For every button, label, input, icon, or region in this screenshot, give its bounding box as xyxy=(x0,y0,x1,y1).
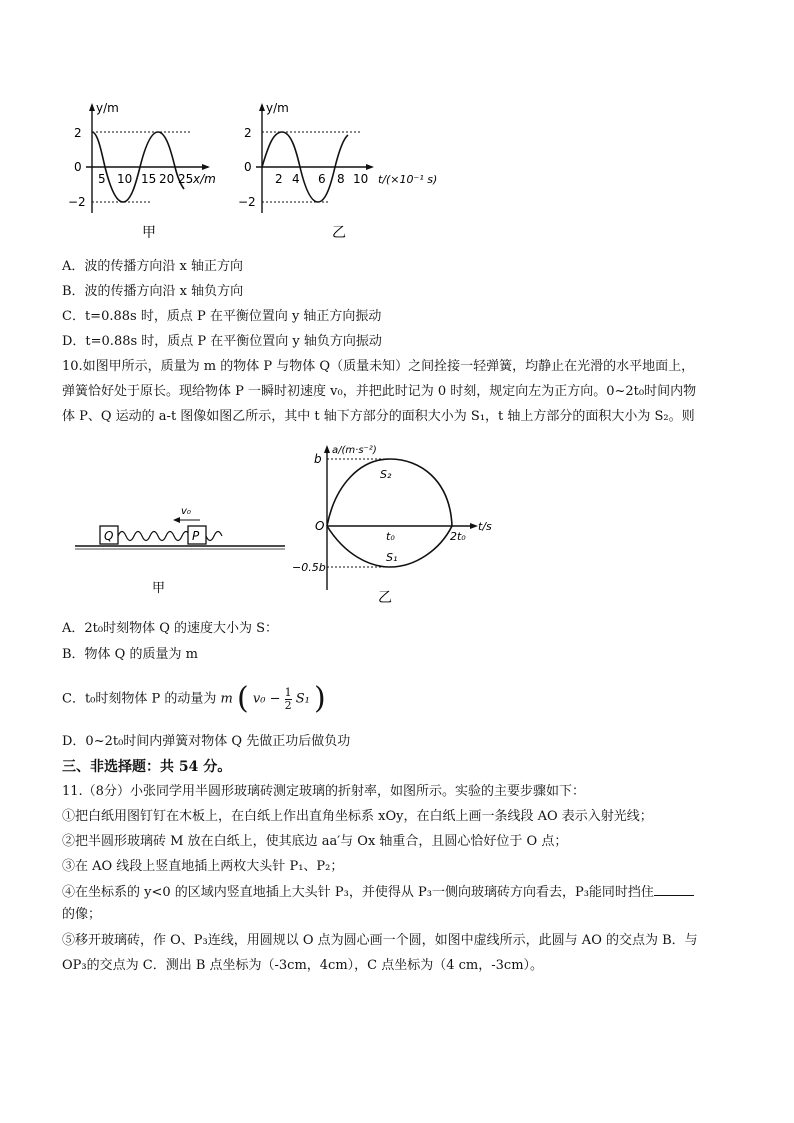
wave-figures xyxy=(60,95,460,245)
q9-option-a: A．波的传播方向沿 x 轴正方向 xyxy=(62,259,243,274)
x-tick: 5 xyxy=(98,172,106,186)
wave-graph-jia xyxy=(68,101,216,241)
y-tick: −2 xyxy=(68,195,86,209)
fraction-numerator: 1 xyxy=(284,685,292,699)
q9-option-b: B．波的传播方向沿 x 轴负方向 xyxy=(62,284,244,299)
figure-caption: 乙 xyxy=(378,590,392,606)
answer-blank[interactable] xyxy=(654,883,694,896)
q11-line-1: 11.（8分）小张同学用半圆形玻璃砖测定玻璃的折射率，如图所示。实验的主要步骤如下： xyxy=(62,784,585,799)
x-tick: 10 xyxy=(117,172,133,186)
x-tick: 25 xyxy=(178,172,194,186)
q10-option-b: B．物体 Q 的质量为 m xyxy=(62,647,198,662)
q9-option-c: C．t=0.88s 时，质点 P 在平衡位置向 y 轴正方向振动 xyxy=(62,309,382,324)
option-c-v0: v₀ − xyxy=(252,691,281,707)
neg-b-label: −0.5b xyxy=(292,561,326,574)
t-label: t/s xyxy=(478,520,492,533)
t-tick: 6 xyxy=(318,172,326,186)
q10-option-d: D．0~2t₀时间内弹簧对物体 Q 先做正功后做负功 xyxy=(62,734,351,749)
origin-label: O xyxy=(315,519,325,533)
q11-step-3: ③在 AO 线段上竖直地插上两枚大头针 P₁、P₂； xyxy=(62,859,344,874)
option-c-s1: S₁ xyxy=(295,691,310,707)
x-axis-arrow xyxy=(202,164,210,170)
q10-stem-line-3: 体 P、Q 运动的 a-t 图像如图乙所示，其中 t 轴下方部分的面积大小为 S₁，t 轴上方部分的面积大小为 S₂。则 xyxy=(62,409,695,424)
q10-stem-line-2: 弹簧恰好处于原长。现给物体 P 一瞬时初速度 v₀，并把此时记为 0 时刻，规定向左为正方向。0~2t₀时间内物 xyxy=(62,384,697,399)
velocity-label: v₀ xyxy=(181,506,191,517)
t-tick: 8 xyxy=(337,172,345,186)
q11-step-5: ⑤移开玻璃砖，作 O、P₃连线，用圆规以 O 点为圆心画一个圆，如图中虚线所示，此圆与 AO 的交点为 B．与 xyxy=(62,933,698,948)
right-paren: ) xyxy=(314,681,326,716)
b-label: b xyxy=(314,452,322,466)
left-paren: ( xyxy=(237,681,249,716)
block-p-label: P xyxy=(192,529,200,543)
area-s2-label: S₂ xyxy=(380,468,392,481)
block-q-label: Q xyxy=(104,529,114,543)
2t0-label: 2t₀ xyxy=(450,530,466,543)
t-label: t/(×10⁻¹ s) xyxy=(378,173,438,186)
q11-step-4-cont: 的像； xyxy=(62,907,102,922)
section-heading: 三、非选择题：共 54 分。 xyxy=(62,759,232,775)
x-tick: 15 xyxy=(141,172,157,186)
q11-step-1: ①把白纸用图钉钉在木板上，在白纸上作出直角坐标系 xOy，在白纸上画一条线段 AO 表示入射光线； xyxy=(62,809,653,824)
a-axis-arrow xyxy=(324,445,330,453)
t-axis-arrow xyxy=(470,523,478,529)
fraction-denominator: 2 xyxy=(284,698,292,712)
y-axis-arrow xyxy=(89,103,95,111)
a-t-graph xyxy=(290,440,510,610)
x-label: x/m xyxy=(193,172,216,186)
q10-option-a: A．2t₀时刻物体 Q 的速度大小为 S： xyxy=(62,621,279,636)
q11-step-4-text: ④在坐标系的 y<0 的区域内竖直地插上大头针 P₃，并使得从 P₃一侧向玻璃砖方向看去，P₃能同时挡住 xyxy=(62,885,654,900)
figure-caption: 甲 xyxy=(142,225,156,241)
y-axis-arrow xyxy=(259,103,265,111)
q9-option-d: D．t=0.88s 时，质点 P 在平衡位置向 y 轴负方向振动 xyxy=(62,334,382,349)
option-c-prefix: C．t₀时刻物体 P 的动量为 xyxy=(62,691,217,707)
y-label: y/m xyxy=(96,101,119,115)
spring-system-figure xyxy=(70,500,290,600)
y-label: y/m xyxy=(266,101,289,115)
y-tick: −2 xyxy=(238,195,256,209)
option-c-mass: m xyxy=(220,691,233,707)
wave-graph-yi xyxy=(238,101,437,241)
t0-label: t₀ xyxy=(386,530,395,543)
q11-step-4 xyxy=(62,883,694,902)
q10-stem-line-1: 10.如图甲所示，质量为 m 的物体 P 与物体 Q（质量未知）之间拴接一轻弹簧，均静止在光滑的水平地面上， xyxy=(62,359,695,374)
fraction-half xyxy=(285,687,292,712)
figure-caption: 甲 xyxy=(152,581,166,596)
area-s1-label: S₁ xyxy=(386,551,398,564)
q11-step-5-cont: OP₃的交点为 C．测出 B 点坐标为（-3cm，4cm），C 点坐标为（4 cm，-3cm）。 xyxy=(62,958,544,973)
t-axis-arrow xyxy=(366,164,374,170)
velocity-arrowhead xyxy=(173,517,180,523)
a-label: a/(m·s⁻²) xyxy=(332,445,377,456)
t-tick: 4 xyxy=(292,172,300,186)
q10-option-c xyxy=(62,681,326,716)
y-tick: 0 xyxy=(74,160,82,174)
x-tick: 20 xyxy=(159,172,175,186)
t-tick: 2 xyxy=(275,172,283,186)
y-tick: 2 xyxy=(244,126,252,140)
y-tick: 0 xyxy=(244,160,252,174)
y-tick: 2 xyxy=(74,126,82,140)
figure-caption: 乙 xyxy=(332,225,346,241)
q11-step-2: ②把半圆形玻璃砖 M 放在白纸上，使其底边 aa′与 Ox 轴重合，且圆心恰好位于 O 点； xyxy=(62,834,568,849)
t-tick: 10 xyxy=(353,172,369,186)
